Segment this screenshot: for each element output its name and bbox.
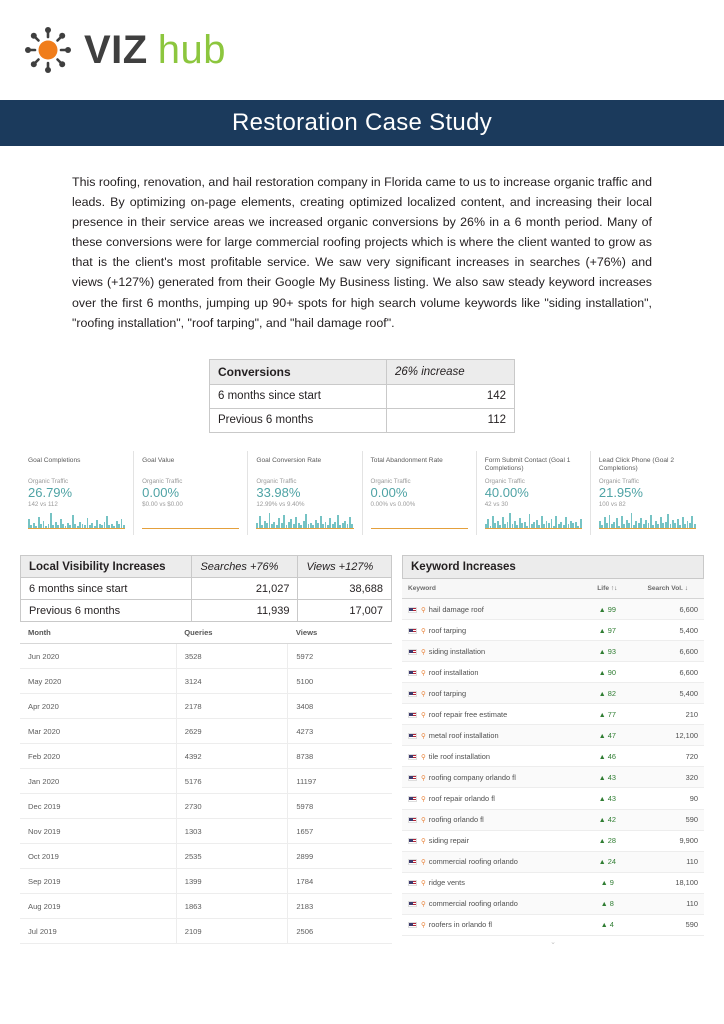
arrow-up-icon: ▲	[598, 627, 606, 635]
views-cell: 3408	[288, 694, 392, 719]
map-pin-icon: ⚲	[421, 732, 426, 740]
metric-title: Goal Completions	[28, 456, 81, 464]
search-volume-cell: 590	[632, 809, 704, 830]
map-pin-icon: ⚲	[421, 901, 426, 909]
queries-cell: 3528	[176, 644, 288, 669]
map-pin-icon: ⚲	[421, 648, 426, 656]
us-flag-icon	[408, 796, 417, 802]
search-volume-cell: 210	[632, 704, 704, 725]
us-flag-icon	[408, 733, 417, 739]
sparkline-chart	[371, 513, 468, 531]
arrow-up-icon: ▲	[600, 880, 608, 888]
table-header-row	[402, 579, 704, 599]
lv-header-searches: Searches +76%	[192, 556, 298, 578]
table-row	[402, 599, 704, 620]
month-cell: Sep 2019	[20, 869, 176, 894]
metric-segment: Organic Traffic	[370, 477, 411, 485]
table-row	[402, 767, 704, 788]
month-cell: Dec 2019	[20, 794, 176, 819]
metric-card	[247, 451, 361, 535]
us-flag-icon	[408, 628, 417, 634]
month-cell: Jun 2020	[20, 644, 176, 669]
life-change-cell	[583, 746, 631, 767]
keyword-label: roof repair free estimate	[428, 709, 508, 719]
row-label: 6 months since start	[21, 578, 192, 600]
us-flag-icon	[408, 901, 417, 907]
arrow-up-icon: ▲	[598, 859, 606, 867]
us-flag-icon	[408, 691, 417, 697]
map-pin-icon: ⚲	[421, 796, 426, 804]
life-value: 43	[607, 793, 616, 803]
conversions-header-label: Conversions	[210, 359, 387, 384]
life-value: 24	[607, 857, 616, 867]
views-cell: 2506	[288, 919, 392, 944]
table-row	[21, 578, 392, 600]
keyword-cell	[402, 704, 583, 725]
brand-word-primary: VIZ	[84, 28, 148, 72]
arrow-up-icon: ▲	[598, 669, 606, 677]
keyword-cell	[402, 725, 583, 746]
column-header[interactable]: Queries	[176, 622, 288, 644]
keyword-label: roofers in orlando fl	[428, 920, 493, 930]
keyword-cell	[402, 599, 583, 620]
analytics-cards-strip	[20, 451, 704, 535]
table-row	[20, 869, 392, 894]
keyword-cell	[402, 893, 583, 914]
us-flag-icon	[408, 838, 417, 844]
metric-card	[133, 451, 247, 535]
us-flag-icon	[408, 880, 417, 886]
keyword-cell	[402, 830, 583, 851]
queries-cell: 5176	[176, 769, 288, 794]
keyword-label: hail damage roof	[428, 604, 484, 614]
table-row	[402, 914, 704, 935]
table-row	[402, 683, 704, 704]
search-volume-cell: 9,900	[632, 830, 704, 851]
search-volume-cell: 6,600	[632, 599, 704, 620]
metric-comparison: 0.00% vs 0.00%	[370, 501, 416, 509]
queries-cell: 3124	[176, 669, 288, 694]
metric-segment: Organic Traffic	[28, 477, 69, 485]
keyword-label: roofing company orlando fl	[428, 772, 516, 782]
keyword-cell	[402, 809, 583, 830]
table-row	[402, 893, 704, 914]
table-row	[20, 894, 392, 919]
queries-cell: 2730	[176, 794, 288, 819]
month-cell: May 2020	[20, 669, 176, 694]
us-flag-icon	[408, 859, 417, 865]
arrow-up-icon: ▲	[598, 711, 606, 719]
views-cell: 11197	[288, 769, 392, 794]
sparkline-chart	[485, 513, 582, 531]
keyword-label: roof tarping	[428, 688, 467, 698]
queries-cell: 1399	[176, 869, 288, 894]
queries-cell: 2629	[176, 719, 288, 744]
metric-title: Lead Click Phone (Goal 2 Completions)	[598, 456, 674, 472]
search-volume-cell: 90	[632, 788, 704, 809]
table-row	[402, 746, 704, 767]
keyword-label: siding repair	[428, 836, 470, 846]
metric-segment: Organic Traffic	[484, 477, 525, 485]
us-flag-icon	[408, 775, 417, 781]
us-flag-icon	[408, 649, 417, 655]
table-row	[20, 694, 392, 719]
month-cell: Apr 2020	[20, 694, 176, 719]
month-cell: Aug 2019	[20, 894, 176, 919]
table-row	[20, 669, 392, 694]
search-volume-cell: 5,400	[632, 620, 704, 641]
metric-title: Goal Value	[142, 456, 175, 464]
table-header-row	[21, 556, 392, 578]
table-header-row	[210, 359, 515, 384]
life-change-cell	[583, 662, 631, 683]
table-row	[402, 704, 704, 725]
metric-comparison: $0.00 vs $0.00	[142, 501, 183, 509]
metric-card	[362, 451, 476, 535]
life-value: 82	[607, 688, 616, 698]
table-row	[20, 769, 392, 794]
metric-comparison: 42 vs 30	[484, 501, 509, 509]
queries-cell: 2109	[176, 919, 288, 944]
life-change-cell	[583, 683, 631, 704]
life-change-cell	[583, 851, 631, 872]
brand-word-secondary: hub	[157, 28, 226, 72]
column-header-volume[interactable]: Search Vol. ↓	[632, 579, 704, 599]
search-volume-cell: 12,100	[632, 725, 704, 746]
page-title-band	[0, 100, 724, 146]
table-row	[402, 641, 704, 662]
us-flag-icon	[408, 817, 417, 823]
map-pin-icon: ⚲	[421, 859, 426, 867]
column-header-keyword[interactable]: Keyword	[402, 579, 583, 599]
keyword-cell	[402, 767, 583, 788]
scroll-indicator[interactable]: ⌄	[550, 938, 556, 946]
table-row	[20, 844, 392, 869]
us-flag-icon	[408, 922, 417, 928]
keyword-table	[402, 579, 704, 936]
life-value: 90	[607, 667, 616, 677]
row-value: 112	[387, 408, 515, 432]
life-change-cell	[583, 809, 631, 830]
metric-card	[476, 451, 590, 535]
views-cell: 8738	[288, 744, 392, 769]
metric-value: 26.79%	[28, 484, 73, 500]
keyword-cell	[402, 788, 583, 809]
queries-cell: 2178	[176, 694, 288, 719]
row-searches: 11,939	[192, 600, 298, 622]
us-flag-icon	[408, 607, 417, 613]
table-row	[20, 919, 392, 944]
life-change-cell	[583, 725, 631, 746]
row-value: 142	[387, 384, 515, 408]
table-row	[20, 794, 392, 819]
keyword-cell	[402, 683, 583, 704]
monthly-breakdown-table	[20, 622, 392, 944]
month-cell: Oct 2019	[20, 844, 176, 869]
keyword-cell	[402, 851, 583, 872]
arrow-up-icon: ▲	[598, 817, 606, 825]
metric-value: 0.00%	[370, 484, 408, 500]
metric-segment: Organic Traffic	[142, 477, 183, 485]
keyword-label: roof tarping	[428, 625, 467, 635]
sparkline-chart	[256, 513, 353, 531]
brand-header	[0, 0, 724, 100]
search-volume-cell: 6,600	[632, 641, 704, 662]
table-header-row	[20, 622, 392, 644]
queries-cell: 4392	[176, 744, 288, 769]
views-cell: 5978	[288, 794, 392, 819]
keyword-increases-panel	[402, 555, 704, 946]
life-value: 97	[607, 625, 616, 635]
life-change-cell	[583, 641, 631, 662]
search-volume-cell: 110	[632, 851, 704, 872]
table-row	[402, 851, 704, 872]
keyword-cell	[402, 641, 583, 662]
metric-title: Form Submit Contact (Goal 1 Completions)	[484, 456, 571, 472]
table-row	[210, 384, 515, 408]
metric-value: 21.95%	[598, 484, 643, 500]
life-value: 47	[607, 730, 616, 740]
life-change-cell	[583, 788, 631, 809]
arrow-up-icon: ▲	[600, 922, 608, 930]
life-change-cell	[583, 620, 631, 641]
row-label: 6 months since start	[210, 384, 387, 408]
life-value: 46	[607, 751, 616, 761]
views-cell: 5100	[288, 669, 392, 694]
table-row	[20, 719, 392, 744]
views-cell: 5972	[288, 644, 392, 669]
table-row	[20, 744, 392, 769]
map-pin-icon: ⚲	[421, 774, 426, 782]
table-row	[402, 830, 704, 851]
keyword-cell	[402, 872, 583, 893]
table-row	[20, 819, 392, 844]
metric-card	[20, 451, 133, 535]
sparkline-chart	[142, 513, 239, 531]
keyword-cell	[402, 620, 583, 641]
map-pin-icon: ⚲	[421, 669, 426, 677]
life-change-cell	[583, 872, 631, 893]
table-row	[402, 872, 704, 893]
life-value: 4	[609, 920, 614, 930]
sparkline-chart	[28, 513, 125, 531]
metric-segment: Organic Traffic	[598, 477, 639, 485]
conversions-table	[209, 359, 515, 433]
table-row	[20, 644, 392, 669]
keyword-label: ridge vents	[428, 878, 465, 888]
metric-comparison: 12.99% vs 9.40%	[256, 501, 305, 509]
arrow-up-icon: ▲	[600, 901, 608, 909]
map-pin-icon: ⚲	[421, 753, 426, 761]
keyword-label: tile roof installation	[428, 751, 490, 761]
life-value: 42	[607, 815, 616, 825]
table-row	[210, 408, 515, 432]
row-label: Previous 6 months	[21, 600, 192, 622]
map-pin-icon: ⚲	[421, 817, 426, 825]
search-volume-cell: 320	[632, 767, 704, 788]
arrow-up-icon: ▲	[598, 838, 606, 846]
lv-header-views: Views +127%	[298, 556, 392, 578]
keyword-label: roof repair orlando fl	[428, 793, 495, 803]
search-volume-cell: 590	[632, 914, 704, 935]
life-value: 43	[607, 772, 616, 782]
keyword-label: commercial roofing orlando	[428, 899, 518, 909]
row-searches: 21,027	[192, 578, 298, 600]
arrow-up-icon: ▲	[598, 732, 606, 740]
life-change-cell	[583, 830, 631, 851]
metric-value: 0.00%	[142, 484, 180, 500]
keyword-label: siding installation	[428, 646, 486, 656]
lv-header-label: Local Visibility Increases	[21, 556, 192, 578]
views-cell: 1657	[288, 819, 392, 844]
arrow-up-icon: ▲	[598, 690, 606, 698]
life-value: 77	[607, 709, 616, 719]
arrow-up-icon: ▲	[598, 774, 606, 782]
table-row	[402, 788, 704, 809]
views-cell: 1784	[288, 869, 392, 894]
map-pin-icon: ⚲	[421, 606, 426, 614]
keyword-label: metal roof installation	[428, 730, 499, 740]
table-row	[402, 620, 704, 641]
life-change-cell	[583, 893, 631, 914]
keyword-cell	[402, 662, 583, 683]
arrow-up-icon: ▲	[598, 795, 606, 803]
map-pin-icon: ⚲	[421, 627, 426, 635]
life-change-cell	[583, 704, 631, 725]
map-pin-icon: ⚲	[421, 690, 426, 698]
metric-value: 33.98%	[256, 484, 301, 500]
metric-segment: Organic Traffic	[256, 477, 297, 485]
map-pin-icon: ⚲	[421, 922, 426, 930]
views-cell: 2183	[288, 894, 392, 919]
local-visibility-panel	[20, 555, 392, 944]
metric-title: Goal Conversion Rate	[256, 456, 322, 464]
life-change-cell	[583, 914, 631, 935]
views-cell: 4273	[288, 719, 392, 744]
metric-value: 40.00%	[484, 484, 529, 500]
us-flag-icon	[408, 670, 417, 676]
life-value: 9	[609, 878, 614, 888]
us-flag-icon	[408, 754, 417, 760]
keyword-cell	[402, 746, 583, 767]
us-flag-icon	[408, 712, 417, 718]
table-row	[402, 809, 704, 830]
table-row	[21, 600, 392, 622]
life-change-cell	[583, 599, 631, 620]
row-views: 17,007	[298, 600, 392, 622]
sparkline-chart	[599, 513, 696, 531]
queries-cell: 1863	[176, 894, 288, 919]
page-title: Restoration Case Study	[231, 109, 493, 136]
metric-comparison: 142 vs 112	[28, 501, 58, 509]
conversions-header-value: 26% increase	[387, 359, 515, 384]
arrow-up-icon: ▲	[598, 753, 606, 761]
keyword-panel-title: Keyword Increases	[402, 555, 704, 579]
search-volume-cell: 720	[632, 746, 704, 767]
life-value: 93	[607, 646, 616, 656]
arrow-up-icon: ▲	[598, 648, 606, 656]
metric-card	[590, 451, 704, 535]
row-views: 38,688	[298, 578, 392, 600]
month-cell: Jan 2020	[20, 769, 176, 794]
search-volume-cell: 5,400	[632, 683, 704, 704]
lower-panels	[20, 555, 704, 946]
metric-title: Total Abandonment Rate	[370, 456, 443, 464]
map-pin-icon: ⚲	[421, 838, 426, 846]
table-row	[402, 662, 704, 683]
sun-burst-icon	[24, 26, 72, 74]
month-cell: Feb 2020	[20, 744, 176, 769]
column-header[interactable]: Month	[20, 622, 176, 644]
column-header[interactable]: Views	[288, 622, 392, 644]
queries-cell: 1303	[176, 819, 288, 844]
column-header-life[interactable]: Life ↑↓	[583, 579, 631, 599]
keyword-label: roofing orlando fl	[428, 815, 484, 825]
table-row	[402, 725, 704, 746]
keyword-label: roof installation	[428, 667, 479, 677]
life-value: 28	[607, 836, 616, 846]
intro-paragraph: This roofing, renovation, and hail restoration company in Florida came to us to increase organic traffic and leads. By optimizing on-page elements, creating optimized localized content, and increasing their local presence in their service areas we increased organic conversions by 26% in a 6 month period. Many of these conversions were for large commercial roofing projects which is where the client wanted to grow as that is the client's most profitable service. We saw very significant increases in searches (+76%) and views (+127%) generated from their Google My Business listing. We also saw steady keyword increases over the first 6 months, jumping up 90+ spots for high search volume keywords like "siding installation", "roofing installation", "roof tarping", and "hail damage roof".	[72, 175, 652, 330]
metric-comparison: 100 vs 82	[598, 501, 626, 509]
row-label: Previous 6 months	[210, 408, 387, 432]
month-cell: Nov 2019	[20, 819, 176, 844]
queries-cell: 2535	[176, 844, 288, 869]
views-cell: 2899	[288, 844, 392, 869]
keyword-cell	[402, 914, 583, 935]
arrow-up-icon: ▲	[598, 606, 606, 614]
keyword-label: commercial roofing orlando	[428, 857, 518, 867]
life-change-cell	[583, 767, 631, 788]
map-pin-icon: ⚲	[421, 711, 426, 719]
month-cell: Jul 2019	[20, 919, 176, 944]
life-value: 99	[607, 604, 616, 614]
search-volume-cell: 18,100	[632, 872, 704, 893]
conversions-table-wrap	[209, 359, 515, 433]
search-volume-cell: 110	[632, 893, 704, 914]
local-visibility-table	[20, 555, 392, 622]
life-value: 8	[609, 899, 614, 909]
map-pin-icon: ⚲	[421, 880, 426, 888]
month-cell: Mar 2020	[20, 719, 176, 744]
search-volume-cell: 6,600	[632, 662, 704, 683]
